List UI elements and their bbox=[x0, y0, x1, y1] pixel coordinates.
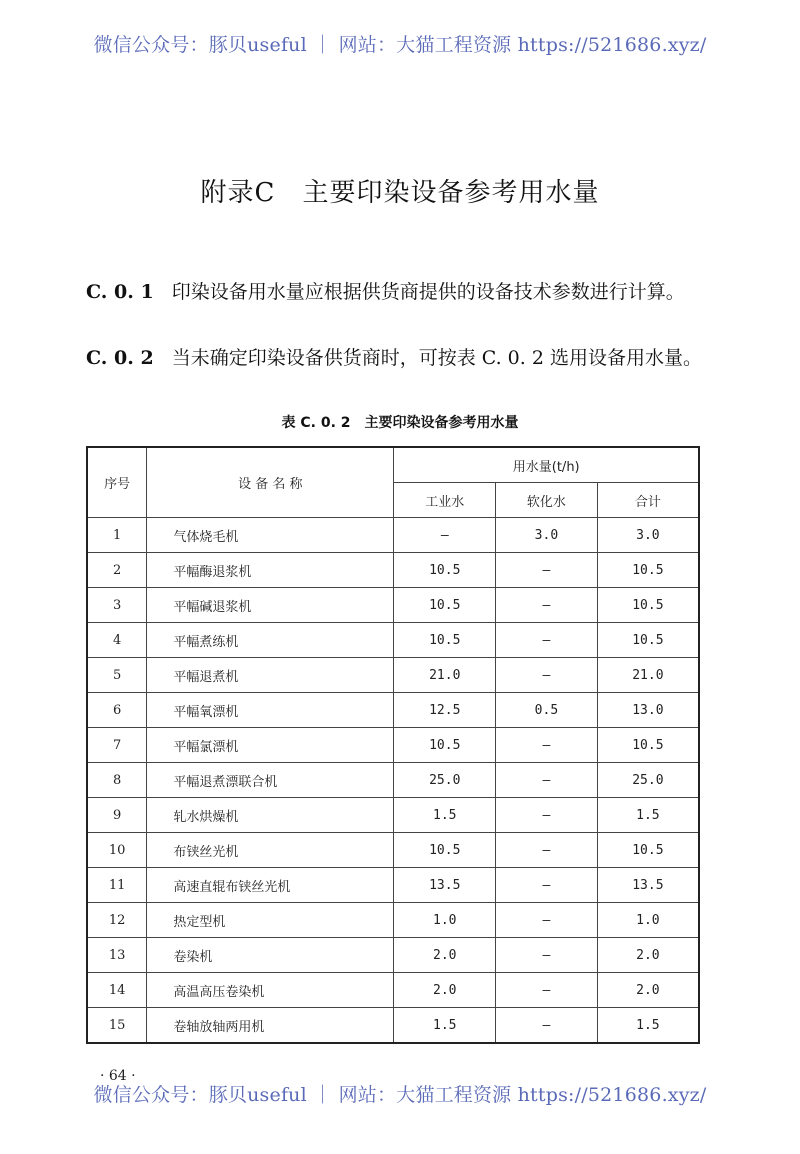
cell-industrial: 10.5 bbox=[394, 728, 496, 763]
cell-soft: — bbox=[496, 553, 598, 588]
cell-soft: — bbox=[496, 868, 598, 903]
cell-total: 10.5 bbox=[597, 623, 699, 658]
cell-total: 13.5 bbox=[597, 868, 699, 903]
clause-c01 bbox=[86, 276, 706, 309]
cell-index: 2 bbox=[87, 553, 147, 588]
cell-industrial: 1.5 bbox=[394, 798, 496, 833]
cell-name: 热定型机 bbox=[147, 903, 394, 938]
cell-name: 平幅氧漂机 bbox=[147, 693, 394, 728]
cell-soft: — bbox=[496, 938, 598, 973]
cell-industrial: 10.5 bbox=[394, 833, 496, 868]
cell-soft: — bbox=[496, 973, 598, 1008]
cell-index: 1 bbox=[87, 518, 147, 553]
table-row bbox=[87, 728, 699, 763]
header-name: 设 备 名 称 bbox=[147, 447, 394, 518]
cell-total: 2.0 bbox=[597, 973, 699, 1008]
cell-name: 布铗丝光机 bbox=[147, 833, 394, 868]
cell-total: 10.5 bbox=[597, 728, 699, 763]
cell-index: 7 bbox=[87, 728, 147, 763]
cell-soft: — bbox=[496, 1008, 598, 1044]
cell-industrial: 21.0 bbox=[394, 658, 496, 693]
header-industrial: 工业水 bbox=[394, 483, 496, 518]
cell-index: 8 bbox=[87, 763, 147, 798]
clause-number: C. 0. 1 bbox=[86, 281, 154, 303]
cell-index: 11 bbox=[87, 868, 147, 903]
cell-soft: — bbox=[496, 728, 598, 763]
table-row bbox=[87, 938, 699, 973]
cell-name: 卷染机 bbox=[147, 938, 394, 973]
header-water-group: 用水量(t/h) bbox=[394, 447, 699, 483]
cell-total: 21.0 bbox=[597, 658, 699, 693]
table-row bbox=[87, 623, 699, 658]
cell-total: 10.5 bbox=[597, 553, 699, 588]
cell-industrial: 1.0 bbox=[394, 903, 496, 938]
cell-index: 6 bbox=[87, 693, 147, 728]
cell-name: 高速直辊布铗丝光机 bbox=[147, 868, 394, 903]
cell-name: 平幅碱退浆机 bbox=[147, 588, 394, 623]
cell-name: 平幅煮练机 bbox=[147, 623, 394, 658]
cell-index: 15 bbox=[87, 1008, 147, 1044]
cell-total: 1.5 bbox=[597, 1008, 699, 1044]
cell-soft: — bbox=[496, 588, 598, 623]
table-row bbox=[87, 588, 699, 623]
cell-total: 1.5 bbox=[597, 798, 699, 833]
table-row bbox=[87, 553, 699, 588]
page-number: · 64 · bbox=[100, 1068, 136, 1084]
cell-name: 平幅氯漂机 bbox=[147, 728, 394, 763]
cell-industrial: 10.5 bbox=[394, 623, 496, 658]
cell-total: 2.0 bbox=[597, 938, 699, 973]
cell-soft: — bbox=[496, 833, 598, 868]
cell-index: 14 bbox=[87, 973, 147, 1008]
header-soft: 软化水 bbox=[496, 483, 598, 518]
cell-industrial: 10.5 bbox=[394, 553, 496, 588]
table-row bbox=[87, 693, 699, 728]
cell-name: 平幅退煮漂联合机 bbox=[147, 763, 394, 798]
cell-industrial: 25.0 bbox=[394, 763, 496, 798]
cell-total: 3.0 bbox=[597, 518, 699, 553]
cell-total: 10.5 bbox=[597, 833, 699, 868]
cell-soft: 0.5 bbox=[496, 693, 598, 728]
table-row bbox=[87, 798, 699, 833]
cell-index: 10 bbox=[87, 833, 147, 868]
cell-industrial: 2.0 bbox=[394, 973, 496, 1008]
cell-soft: — bbox=[496, 658, 598, 693]
table-row bbox=[87, 973, 699, 1008]
appendix-title: 附录C 主要印染设备参考用水量 bbox=[200, 178, 600, 208]
cell-name: 卷轴放轴两用机 bbox=[147, 1008, 394, 1044]
header-total: 合计 bbox=[597, 483, 699, 518]
header-index: 序号 bbox=[87, 447, 147, 518]
cell-industrial: 13.5 bbox=[394, 868, 496, 903]
cell-index: 12 bbox=[87, 903, 147, 938]
table-row bbox=[87, 903, 699, 938]
clause-number: C. 0. 2 bbox=[86, 347, 154, 369]
table-caption: 表 C. 0. 2 主要印染设备参考用水量 bbox=[281, 415, 519, 431]
cell-industrial: — bbox=[394, 518, 496, 553]
table-body bbox=[87, 518, 699, 1044]
cell-industrial: 12.5 bbox=[394, 693, 496, 728]
cell-name: 平幅酶退浆机 bbox=[147, 553, 394, 588]
cell-index: 5 bbox=[87, 658, 147, 693]
table-row bbox=[87, 763, 699, 798]
cell-name: 平幅退煮机 bbox=[147, 658, 394, 693]
clause-text: 当未确定印染设备供货商时，可按表 C. 0. 2 选用设备用水量。 bbox=[171, 347, 702, 369]
cell-name: 高温高压卷染机 bbox=[147, 973, 394, 1008]
cell-index: 3 bbox=[87, 588, 147, 623]
table-row bbox=[87, 518, 699, 553]
cell-index: 13 bbox=[87, 938, 147, 973]
cell-index: 9 bbox=[87, 798, 147, 833]
cell-industrial: 10.5 bbox=[394, 588, 496, 623]
water-usage-table bbox=[86, 446, 700, 1044]
cell-total: 1.0 bbox=[597, 903, 699, 938]
cell-name: 气体烧毛机 bbox=[147, 518, 394, 553]
cell-name: 轧水烘燥机 bbox=[147, 798, 394, 833]
clause-text: 印染设备用水量应根据供货商提供的设备技术参数进行计算。 bbox=[171, 281, 685, 303]
cell-soft: — bbox=[496, 798, 598, 833]
cell-soft: — bbox=[496, 623, 598, 658]
table-row bbox=[87, 868, 699, 903]
cell-index: 4 bbox=[87, 623, 147, 658]
cell-soft: — bbox=[496, 903, 598, 938]
cell-industrial: 1.5 bbox=[394, 1008, 496, 1044]
table-row bbox=[87, 833, 699, 868]
table-row bbox=[87, 1008, 699, 1044]
cell-soft: — bbox=[496, 763, 598, 798]
table-row bbox=[87, 658, 699, 693]
cell-industrial: 2.0 bbox=[394, 938, 496, 973]
watermark-bottom: 微信公众号：豚贝useful ｜ 网站：大猫工程资源 https://521686.xyz/ bbox=[93, 1084, 707, 1106]
cell-total: 13.0 bbox=[597, 693, 699, 728]
cell-total: 10.5 bbox=[597, 588, 699, 623]
cell-total: 25.0 bbox=[597, 763, 699, 798]
clause-c02 bbox=[86, 342, 706, 375]
cell-soft: 3.0 bbox=[496, 518, 598, 553]
watermark-top: 微信公众号：豚贝useful ｜ 网站：大猫工程资源 https://521686.xyz/ bbox=[93, 34, 707, 56]
